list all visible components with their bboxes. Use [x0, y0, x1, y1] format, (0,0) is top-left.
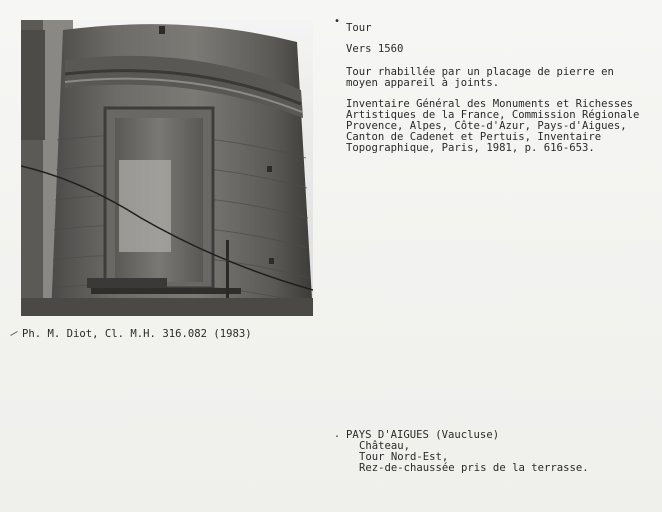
description-line-1: Tour rhabillée par un placage de pierre en — [346, 66, 614, 78]
bibliography-line-1: Inventaire Général des Monuments et Richesses — [346, 98, 634, 110]
location-region: PAYS D'AIGUES (Vaucluse) — [346, 429, 500, 441]
tower-photograph — [21, 20, 313, 316]
record-bullet: • — [334, 16, 341, 27]
bibliography-line-5: Topographique, Paris, 1981, p. 616-653. — [346, 142, 595, 154]
location-view: Rez-de-chaussée pris de la terrasse. — [359, 462, 589, 474]
bibliography-line-4: Canton de Cadenet et Pertuis, Inventaire — [346, 131, 602, 143]
description-line-2: moyen appareil à joints. — [346, 77, 500, 89]
photo-credit: Ph. M. Diot, Cl. M.H. 316.082 (1983) — [22, 328, 252, 340]
bibliography-line-2: Artistiques de la France, Commission Régionale — [346, 109, 640, 121]
location-part: Tour Nord-Est, — [359, 451, 449, 463]
bibliography-line-3: Provence, Alpes, Côte-d'Azur, Pays-d'Aigues, — [346, 120, 627, 132]
location-building: Château, — [359, 440, 411, 452]
credit-mark — [10, 331, 17, 336]
record-date: Vers 1560 — [346, 43, 404, 55]
location-bullet: . — [334, 429, 341, 440]
record-title: Tour — [346, 22, 372, 34]
